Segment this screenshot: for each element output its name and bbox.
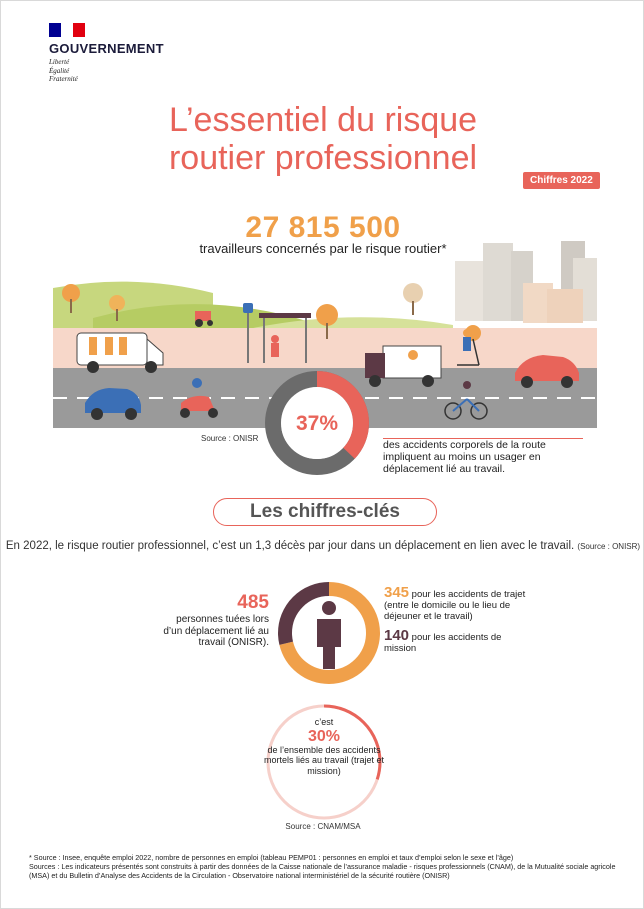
deaths-mission — [384, 627, 524, 654]
key-figures-intro — [1, 539, 644, 554]
year-badge: Chiffres 2022 — [523, 172, 600, 189]
key-figures-heading: Les chiffres-clés — [213, 498, 437, 526]
workers-label: travailleurs concernés par le risque routier* — [199, 241, 447, 256]
person-icon — [317, 601, 341, 669]
stat-30-text — [263, 717, 385, 776]
source-onisr: Source : ONISR — [201, 434, 259, 443]
french-flag-icon — [49, 23, 85, 37]
footnote-insee: * Source : Insee, enquête emploi 2022, nombre de personnes en emploi (tableau PEMP01 : personnes en emploi et taux d’emploi selon le sexe et l’âge) — [29, 853, 514, 862]
stat-37-description: des accidents corporels de la route impliquent au moins un usager en déplacement lié au travail. — [383, 438, 583, 475]
government-logo — [49, 23, 164, 84]
stat-37-ring — [263, 369, 371, 477]
deaths-split-ring — [277, 581, 381, 685]
motto-fraternite: Fraternité — [49, 75, 78, 83]
key-figures-intro-source: (Source : ONISR) — [577, 542, 641, 551]
deaths-total-value: 485 — [237, 592, 269, 613]
title-line-2: routier professionnel — [168, 139, 478, 177]
motto-egalite: Égalité — [49, 66, 70, 75]
motto-liberte: Liberté — [49, 58, 70, 66]
footnotes — [29, 853, 619, 880]
stat-30-description: de l’ensemble des accidents mortels liés au travail (trajet et mission) — [263, 744, 385, 776]
page-title — [1, 101, 644, 177]
deaths-commute-label: pour les accidents de trajet (entre le domicile ou le lieu de déjeuner et le travail) — [384, 589, 526, 622]
footnote-sources: Sources : Les indicateurs présentés sont construits à partir des données de la Caisse nationale de l’assurance maladie - risques professionnels (CNAM), de la Mutualité sociale agricole (MSA) et du Bulletin d’Analyse des Accidents de la Circulation - Observatoire national interministériel de la sécurité routière (ONISR) — [29, 862, 616, 880]
stat-30-value: 30% — [307, 727, 341, 745]
title-line-1: L’essentiel du risque — [168, 101, 478, 139]
deaths-mission-label: pour les accidents de mission — [384, 632, 502, 654]
deaths-total-label: personnes tuées lors d’un déplacement lié au travail (ONISR). — [163, 614, 269, 648]
deaths-commute-value: 345 — [384, 584, 410, 601]
source-cnam-msa: Source : CNAM/MSA — [285, 822, 361, 831]
deaths-commute — [384, 584, 534, 622]
brand-name: GOUVERNEMENT — [49, 41, 164, 56]
deaths-mission-value: 140 — [384, 627, 410, 644]
stat-30-prefix: c’est — [314, 717, 334, 727]
deaths-total — [161, 592, 269, 649]
motto — [49, 58, 164, 84]
workers-value: 27 815 500 — [245, 211, 401, 244]
key-figures-intro-text: En 2022, le risque routier professionnel, c’est un 1,3 décès par jour dans un déplacement en lien avec le travail. — [5, 540, 575, 552]
stat-37-value: 37% — [295, 412, 339, 435]
